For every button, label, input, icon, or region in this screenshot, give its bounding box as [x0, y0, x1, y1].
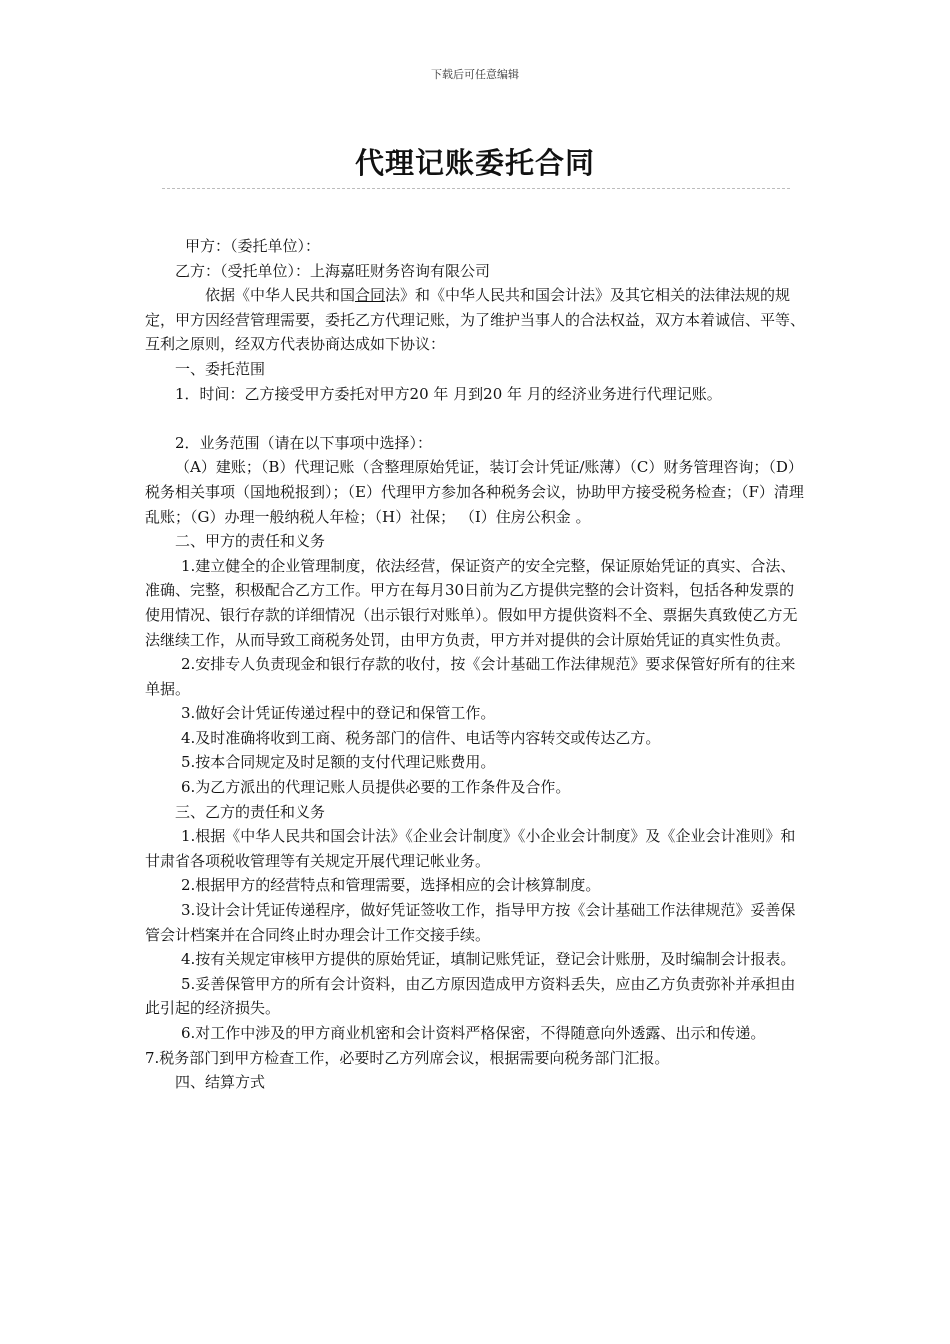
section-3-item: 1.根据《中华人民共和国会计法》《企业会计制度》《小企业会计制度》及《企业会计准则》和甘肃省各项税收管理等有关规定开展代理记帐业务。	[145, 827, 796, 870]
section-1-heading: 一、委托范围	[175, 359, 266, 378]
section-3-item: 2.根据甲方的经营特点和管理需要，选择相应的会计核算制度。	[181, 876, 601, 895]
party-a-line: 甲方：（委托单位）：	[185, 237, 321, 255]
section-2-heading: 二、甲方的责任和义务	[175, 532, 326, 551]
section-3-heading: 三、乙方的责任和义务	[175, 802, 326, 821]
section-1-scope-heading: 2．业务范围（请在以下事项中选择）：	[175, 433, 433, 452]
section-3-item-7: 7.税务部门到甲方检查工作，必要时乙方列席会议，根据需要向税务部门汇报。	[145, 1048, 670, 1067]
preamble-text-end: 法》和《中华人民共和国会计法》及其它相关的法律法规的规定，甲方因经营管理需要，委托乙方代理记账，为了维护当事人的合法权益，双方本着诚信、平等、互利之原则，经双方代表协商达成如下协议：	[145, 286, 806, 354]
contract-link[interactable]: 合同	[355, 286, 386, 305]
section-3-item: 6.对工作中涉及的甲方商业机密和会计资料严格保密，不得随意向外透露、出示和传递。	[181, 1024, 766, 1042]
party-b-line: 乙方：（受托单位）：上海嘉旺财务咨询有限公司	[175, 261, 491, 280]
section-2-item: 5.按本合同规定及时足额的支付代理记账费用。	[181, 753, 496, 772]
title-divider	[162, 188, 790, 189]
spacer	[145, 406, 805, 431]
section-2-item: 6.为乙方派出的代理记账人员提供必要的工作条件及合作。	[181, 778, 571, 797]
document-title: 代理记账委托合同	[354, 146, 595, 180]
preamble-text-start: 依据《中华人民共和国	[205, 286, 356, 305]
section-3-item: 4.按有关规定审核甲方提供的原始凭证，填制记账凭证，登记会计账册，及时编制会计报表。	[181, 950, 796, 969]
header-note: 下载后可任意编辑	[431, 68, 519, 81]
section-2-item: 3.做好会计凭证传递过程中的登记和保管工作。	[181, 704, 496, 723]
section-2-item: 1.建立健全的企业管理制度，依法经营，保证资产的安全完整，保证原始凭证的真实、合法、准确、完整，积极配合乙方工作。甲方在每月30日前为乙方提供完整的会计资料，包括各种发票的使用情况、银行存款的详细情况（出示银行对账单）。假如甲方提供资料不全、票据失真致使乙方无法继续工作，从而导致工商税务处罚，由甲方负责，甲方并对提供的会计原始凭证的真实性负责。	[145, 556, 798, 649]
section-1-scope-text: （A）建账；（B）代理记账（含整理原始凭证，装订会计凭证/账薄）（C）财务管理咨询；（D）税务相关事项（国地税报到）；（E）代理甲方参加各种税务会议，协助甲方接受税务检查；（F）清理乱账；（G）办理一般纳税人年检；（H）社保； （I）住房公积金 。	[145, 458, 804, 526]
section-4-heading: 四、结算方式	[175, 1073, 266, 1092]
section-3-item: 3.设计会计凭证传递程序，做好凭证签收工作，指导甲方按《会计基础工作法律规范》妥善保管会计档案并在合同终止时办理会计工作交接手续。	[145, 901, 796, 944]
preamble-paragraph	[145, 283, 805, 357]
section-1-time: 1．时间：乙方接受甲方委托对甲方20 年 月到20 年 月的经济业务进行代理记账。	[175, 384, 722, 403]
contract-body	[145, 234, 805, 1095]
section-2-item: 4.及时准确将收到工商、税务部门的信件、电话等内容转交或传达乙方。	[181, 728, 661, 747]
section-3-item: 5.妥善保管甲方的所有会计资料，由乙方原因造成甲方资料丢失，应由乙方负责弥补并承担由此引起的经济损失。	[145, 974, 796, 1018]
section-2-item: 2.安排专人负责现金和银行存款的收付，按《会计基础工作法律规范》要求保管好所有的往来单据。	[145, 655, 796, 698]
